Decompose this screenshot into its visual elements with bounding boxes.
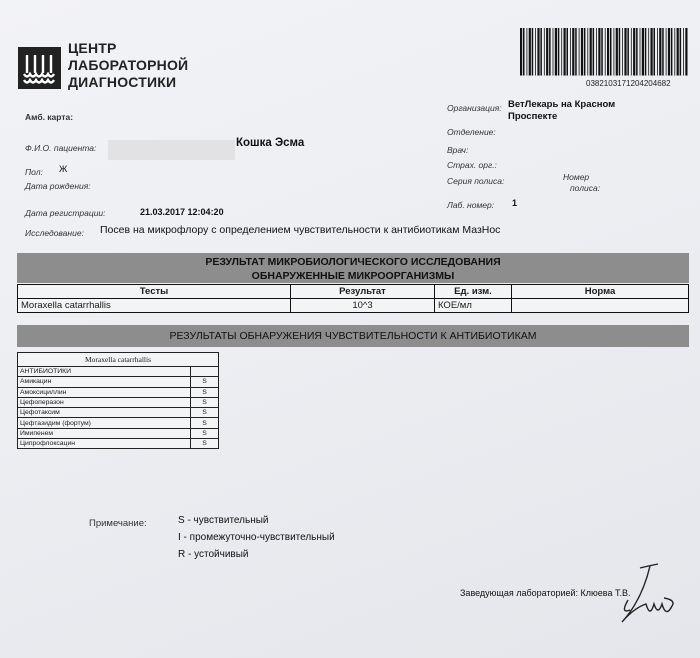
barcode-bar — [564, 28, 566, 76]
col-result: Результат — [291, 285, 435, 299]
barcode-bar — [616, 28, 618, 76]
antibiotic-value: S — [191, 428, 219, 438]
barcode-bar — [579, 28, 580, 76]
organism-name: Moraxella catarrhallis — [18, 353, 219, 367]
barcode-bar — [581, 28, 583, 76]
row-norm — [512, 299, 689, 313]
lab-number-label: Лаб. номер: — [447, 200, 495, 210]
barcode-bar — [529, 28, 531, 76]
barcode-bar — [648, 28, 649, 76]
barcode-bar — [651, 28, 653, 76]
legend-i: I - промежуточно-чувствительный — [178, 532, 335, 543]
antibiotic-value: S — [191, 377, 219, 387]
barcode-bar — [645, 28, 647, 76]
results-subtitle: ОБНАРУЖЕННЫЕ МИКРООРГАНИЗМЫ — [251, 270, 455, 282]
policy-number-label-1: Номер — [563, 172, 590, 182]
barcode-bar — [640, 28, 641, 76]
table-row — [18, 439, 219, 449]
antibiotic-name: Цефоперазон — [18, 397, 191, 407]
sex-label: Пол: — [25, 167, 43, 177]
results-header — [17, 253, 689, 283]
results-table — [17, 284, 689, 313]
lab-logo-text — [68, 40, 188, 91]
barcode-bar — [624, 28, 626, 76]
barcode-bar — [567, 28, 569, 76]
barcode-bar — [666, 28, 667, 76]
antibiotic-value: S — [191, 439, 219, 449]
fio-label: Ф.И.О. пациента: — [25, 143, 97, 153]
sex-value: Ж — [59, 164, 68, 174]
barcode-bar — [601, 28, 603, 76]
lab-logo-icon — [18, 47, 61, 89]
legend-r: R - устойчивый — [178, 549, 249, 560]
table-row — [18, 387, 219, 397]
barcode-bar — [544, 28, 545, 76]
col-norm: Норма — [512, 285, 689, 299]
reg-date-label: Дата регистрации: — [25, 208, 106, 218]
logo-line-3: ДИАГНОСТИКИ — [68, 74, 177, 90]
doctor-label: Врач: — [447, 145, 469, 155]
barcode-bar — [668, 28, 670, 76]
barcode-bar — [523, 28, 525, 76]
barcode-bar — [631, 28, 632, 76]
barcode-bar — [593, 28, 595, 76]
barcode-bar — [535, 28, 536, 76]
group-value — [191, 367, 219, 377]
org-name-line-2: Проспекте — [508, 111, 558, 122]
barcode-bar — [633, 28, 635, 76]
barcode-bar — [561, 28, 562, 76]
barcode-number: 0382103171204204682 — [586, 79, 671, 88]
barcode-bar — [607, 28, 609, 76]
barcode-bar — [558, 28, 560, 76]
results-title: РЕЗУЛЬТАТ МИКРОБИОЛОГИЧЕСКОГО ИССЛЕДОВАНИЯ — [205, 256, 501, 268]
group-row — [18, 367, 219, 377]
barcode-bar — [575, 28, 577, 76]
barcode-bar — [674, 28, 675, 76]
row-test: Moraxella catarrhallis — [18, 299, 291, 313]
table-row — [18, 428, 219, 438]
antibiotic-table — [17, 352, 219, 449]
note-legend — [178, 512, 335, 563]
barcode-bar — [570, 28, 571, 76]
barcode-bar — [605, 28, 606, 76]
study-value: Посев на микрофлору с определением чувствительности к антибиотикам МазНос — [100, 224, 501, 236]
table-row — [18, 299, 689, 313]
amb-card-label: Амб. карта: — [25, 112, 74, 122]
logo-line-2: ЛАБОРАТОРНОЙ — [68, 57, 189, 73]
dob-label: Дата рождения: — [25, 181, 91, 191]
antibiotic-value: S — [191, 387, 219, 397]
patient-name: Кошка Эсма — [236, 137, 305, 149]
ins-org-label: Страх. орг.: — [447, 160, 497, 170]
barcode-bar — [540, 28, 542, 76]
organism-row — [18, 353, 219, 367]
barcode-bar — [622, 28, 623, 76]
antibiotic-value: S — [191, 408, 219, 418]
antibiotic-value: S — [191, 397, 219, 407]
col-unit: Ед. изм. — [435, 285, 512, 299]
signature-icon — [600, 560, 680, 630]
antibiotic-name: Амикацин — [18, 377, 191, 387]
antibiotic-name: Ципрофлоксацин — [18, 439, 191, 449]
barcode-bar — [662, 28, 664, 76]
barcode-bar — [680, 28, 682, 76]
antibiotic-value: S — [191, 418, 219, 428]
policy-number-label-2: полиса: — [570, 183, 601, 193]
table-row — [18, 397, 219, 407]
table-row — [18, 408, 219, 418]
col-tests: Тесты — [18, 285, 291, 299]
barcode-bar — [610, 28, 612, 76]
barcode-bar — [537, 28, 539, 76]
barcode-bar — [555, 28, 557, 76]
barcode-bar — [590, 28, 592, 76]
barcode-bar — [636, 28, 638, 76]
dept-label: Отделение: — [447, 127, 496, 137]
table-row — [18, 418, 219, 428]
head-of-lab: Заведующая лабораторией: Клюева Т.В. — [460, 588, 631, 598]
antibiotic-name: Имипенем — [18, 428, 191, 438]
barcode-bar — [584, 28, 586, 76]
barcode-bar — [627, 28, 629, 76]
barcode-bar — [587, 28, 588, 76]
sensitivity-header: РЕЗУЛЬТАТЫ ОБНАРУЖЕНИЯ ЧУВСТВИТЕЛЬНОСТИ К АНТИБИОТИКАМ — [17, 325, 689, 347]
barcode-bar — [598, 28, 600, 76]
barcode-bar — [572, 28, 574, 76]
legend-s: S - чувствительный — [178, 515, 269, 526]
table-row — [18, 377, 219, 387]
barcode-bar — [657, 28, 658, 76]
barcode-bar — [654, 28, 656, 76]
redacted-name-field — [108, 140, 235, 160]
antibiotic-name: Цефотаксим — [18, 408, 191, 418]
barcode-bar — [549, 28, 551, 76]
policy-series-label: Серия полиса: — [447, 176, 505, 186]
barcode-bar — [527, 28, 528, 76]
antibiotic-name: Цефтазидим (фортум) — [18, 418, 191, 428]
barcode-bar — [596, 28, 597, 76]
results-header-row — [18, 285, 689, 299]
barcode-bar — [619, 28, 621, 76]
row-unit: КОЕ/мл — [435, 299, 512, 313]
group-label: АНТИБИОТИКИ — [18, 367, 191, 377]
policy-number-label — [563, 172, 600, 194]
barcode-bar — [683, 28, 684, 76]
org-name — [508, 99, 615, 123]
org-name-line-1: ВетЛекарь на Красном — [508, 99, 616, 110]
reg-date-value: 21.03.2017 12:04:20 — [140, 207, 224, 217]
barcode — [518, 28, 688, 82]
lab-number-value: 1 — [512, 198, 518, 208]
note-label: Примечание: — [89, 518, 147, 529]
barcode-bar — [685, 28, 687, 76]
study-label: Исследование: — [25, 228, 84, 238]
barcode-bar — [671, 28, 673, 76]
row-result: 10^3 — [291, 299, 435, 313]
barcode-bar — [532, 28, 534, 76]
org-label: Организация: — [447, 103, 502, 113]
barcode-bar — [659, 28, 661, 76]
logo-line-1: ЦЕНТР — [68, 40, 117, 56]
barcode-bar — [546, 28, 548, 76]
barcode-bar — [677, 28, 679, 76]
barcode-bar — [553, 28, 554, 76]
barcode-bar — [614, 28, 615, 76]
antibiotic-name: Амоксициллин — [18, 387, 191, 397]
barcode-bar — [520, 28, 522, 76]
barcode-bar — [642, 28, 644, 76]
